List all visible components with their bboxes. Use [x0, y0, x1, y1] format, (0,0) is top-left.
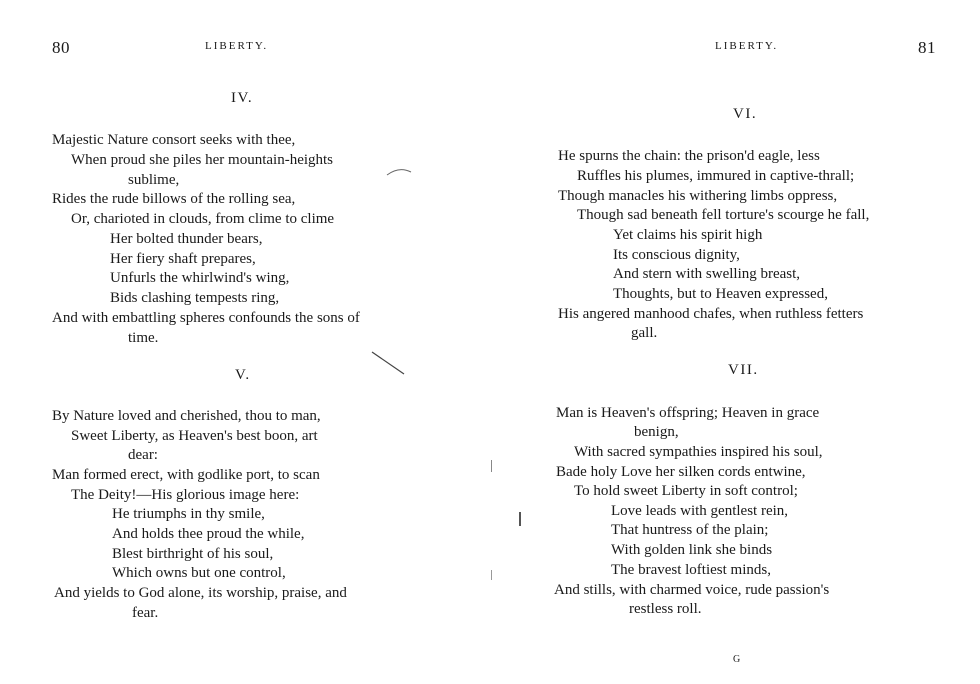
page-number: 81	[918, 38, 936, 57]
verse-line: Man is Heaven's offspring; Heaven in grace	[556, 405, 820, 421]
gutter-speck	[491, 460, 492, 472]
verse-line: Though manacles his withering limbs oppress,	[558, 188, 838, 204]
verse-line: And yields to God alone, its worship, praise, and	[54, 585, 347, 601]
gutter-speck	[519, 512, 521, 526]
stray-mark	[370, 350, 410, 378]
verse-line: Blest birthright of his soul,	[112, 546, 274, 562]
verse-line: Love leads with gentlest rein,	[611, 503, 789, 519]
page-number: 80	[52, 38, 70, 57]
verse-line: Majestic Nature consort seeks with thee,	[52, 132, 296, 148]
verse-line	[71, 150, 433, 170]
verse-line: Her bolted thunder bears,	[110, 231, 263, 247]
verse-line: And holds thee proud the while,	[112, 526, 305, 542]
verse-line: That huntress of the plain;	[611, 522, 769, 538]
verse-line: Bids clashing tempests ring,	[110, 290, 280, 306]
verse-line: The bravest loftiest minds,	[611, 562, 771, 578]
verse-line: Her fiery shaft prepares,	[110, 251, 256, 267]
verse-line: Or, charioted in clouds, from clime to clime	[71, 211, 335, 227]
verse-line: To hold sweet Liberty in soft control;	[574, 483, 798, 499]
verse-line: fear.	[132, 605, 159, 621]
stanza-numeral: VII.	[728, 362, 759, 378]
right-page	[490, 0, 980, 684]
verse-line: By Nature loved and cherished, thou to man,	[52, 408, 321, 424]
running-head: LIBERTY.	[715, 40, 779, 52]
verse-line: Its conscious dignity,	[613, 247, 740, 263]
verse-line: Which owns but one control,	[112, 565, 286, 581]
verse-line: And stern with swelling breast,	[613, 266, 801, 282]
gutter-speck	[491, 570, 492, 580]
verse-line: restless roll.	[629, 601, 702, 617]
verse-line: Bade holy Love her silken cords entwine,	[556, 464, 806, 480]
stanza-numeral: VI.	[733, 106, 758, 122]
verse-line: And with embattling spheres confounds the sons of	[52, 310, 360, 326]
verse-line: Sweet Liberty, as Heaven's best boon, art	[71, 428, 318, 444]
verse-line: benign,	[634, 424, 679, 440]
verse-line: time.	[128, 330, 159, 346]
verse-line: Yet claims his spirit high	[613, 227, 763, 243]
verse-line: Ruffles his plumes, immured in captive-thrall;	[577, 168, 855, 184]
verse-line: With sacred sympathies inspired his soul,	[574, 444, 823, 460]
verse-line: His angered manhood chafes, when ruthless fetters	[558, 306, 864, 322]
verse-line: gall.	[631, 325, 658, 341]
verse-line: He triumphs in thy smile,	[112, 506, 265, 522]
verse-line: The Deity!—His glorious image here:	[71, 487, 300, 503]
verse-line: Thoughts, but to Heaven expressed,	[613, 286, 828, 302]
verse-line-text: When proud she piles her mountain-heights	[71, 152, 334, 168]
verse-line: He spurns the chain: the prison'd eagle, less	[558, 148, 820, 164]
verse-line: Man formed erect, with godlike port, to scan	[52, 467, 320, 483]
stanza-numeral: IV.	[231, 90, 254, 106]
verse-line: Unfurls the whirlwind's wing,	[110, 270, 290, 286]
stanza-numeral: V.	[235, 367, 251, 383]
running-head: LIBERTY.	[205, 40, 269, 52]
stray-mark	[385, 166, 415, 178]
verse-line: sublime,	[128, 172, 180, 188]
verse-line: Though sad beneath fell torture's scourge he fall,	[577, 207, 870, 223]
signature-mark: G	[733, 654, 742, 665]
verse-line: And stills, with charmed voice, rude passion's	[554, 582, 830, 598]
verse-line: dear:	[128, 447, 158, 463]
verse-line: Rides the rude billows of the rolling sea,	[52, 191, 296, 207]
verse-line: With golden link she binds	[611, 542, 773, 558]
